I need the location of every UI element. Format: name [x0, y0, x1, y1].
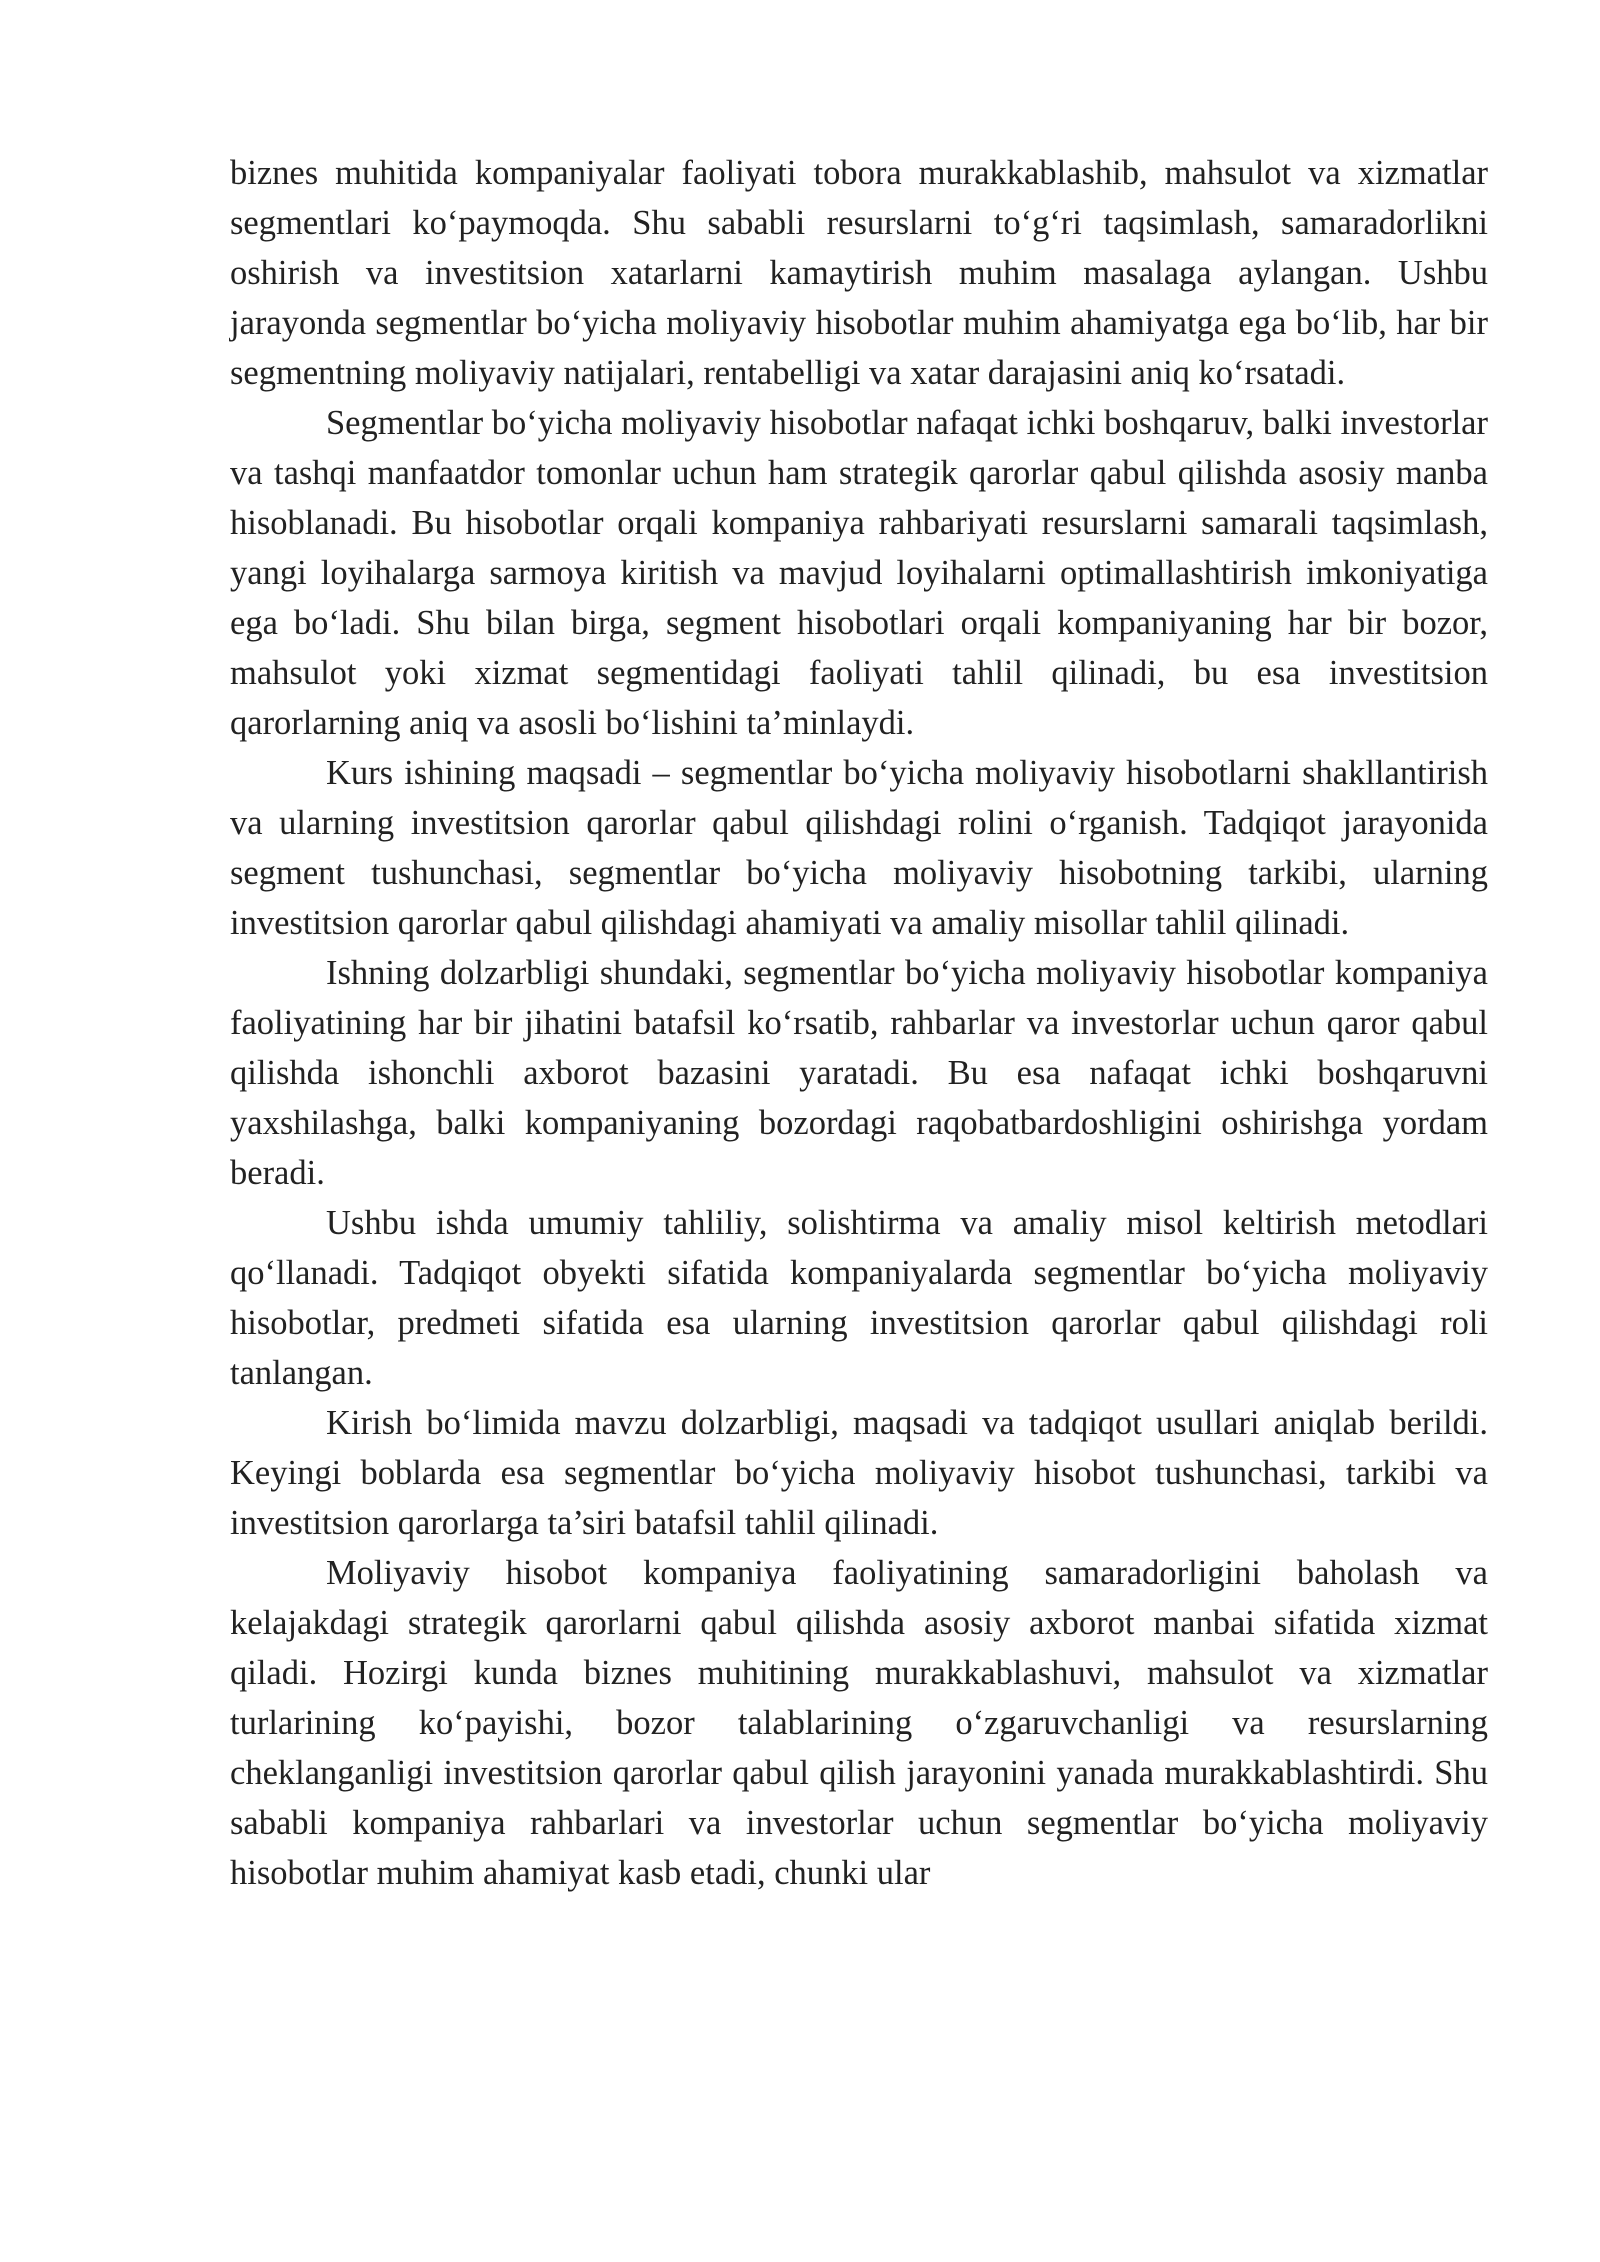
paragraph-4: Ishning dolzarbligi shundaki, segmentlar boʻyicha moliyaviy hisobotlar kompaniya faoliyatining har bir jihatini batafsil koʻrsatib, rahbarlar va investorlar uchun qaror qabul qilishda ishonchli axborot bazasini yaratadi. Bu esa nafaqat ichki boshqaruvni yaxshilashga, balki kompaniyaning bozordagi raqobatbardoshligini oshirishga yordam beradi. [230, 954, 1488, 1192]
document-body [230, 148, 1488, 1898]
paragraph-3: Kurs ishining maqsadi – segmentlar boʻyicha moliyaviy hisobotlarni shakllantirish va ularning investitsion qarorlar qabul qilishdagi rolini oʻrganish. Tadqiqot jarayonida segment tushunchasi, segmentlar boʻyicha moliyaviy hisobotning tarkibi, ularning investitsion qarorlar qabul qilishdagi ahamiyati va amaliy misollar tahlil qilinadi. [230, 754, 1488, 942]
paragraph-2: Segmentlar boʻyicha moliyaviy hisobotlar nafaqat ichki boshqaruv, balki investorlar va tashqi manfaatdor tomonlar uchun ham strategik qarorlar qabul qilishda asosiy manba hisoblanadi. Bu hisobotlar orqali kompaniya rahbariyati resurslarni samarali taqsimlash, yangi loyihalarga sarmoya kiritish va mavjud loyihalarni optimallashtirish imkoniyatiga ega boʻladi. Shu bilan birga, segment hisobotlari orqali kompaniyaning har bir bozor, mahsulot yoki xizmat segmentidagi faoliyati tahlil qilinadi, bu esa investitsion qarorlarning aniq va asosli boʻlishini ta’minlaydi. [230, 404, 1488, 742]
paragraph-6: Kirish boʻlimida mavzu dolzarbligi, maqsadi va tadqiqot usullari aniqlab berildi. Keyingi boblarda esa segmentlar boʻyicha moliyaviy hisobot tushunchasi, tarkibi va investitsion qarorlarga ta’siri batafsil tahlil qilinadi. [230, 1404, 1488, 1542]
paragraph-5: Ushbu ishda umumiy tahliliy, solishtirma va amaliy misol keltirish metodlari qoʻllanadi. Tadqiqot obyekti sifatida kompaniyalarda segmentlar boʻyicha moliyaviy hisobotlar, predmeti sifatida esa ularning investitsion qarorlar qabul qilishdagi roli tanlangan. [230, 1204, 1488, 1392]
paragraph-1: biznes muhitida kompaniyalar faoliyati tobora murakkablashib, mahsulot va xizmatlar segmentlari koʻpaymoqda. Shu sababli resurslarni toʻgʻri taqsimlash, samaradorlikni oshirish va investitsion xatarlarni kamaytirish muhim masalaga aylangan. Ushbu jarayonda segmentlar boʻyicha moliyaviy hisobotlar muhim ahamiyatga ega boʻlib, har bir segmentning moliyaviy natijalari, rentabelligi va xatar darajasini aniq koʻrsatadi. [230, 154, 1488, 392]
paragraph-7: Moliyaviy hisobot kompaniya faoliyatining samaradorligini baholash va kelajakdagi strategik qarorlarni qabul qilishda asosiy axborot manbai sifatida xizmat qiladi. Hozirgi kunda biznes muhitining murakkablashuvi, mahsulot va xizmatlar turlarining koʻpayishi, bozor talablarining oʻzgaruvchanligi va resurslarning cheklanganligi investitsion qarorlar qabul qilish jarayonini yanada murakkablashtirdi. Shu sababli kompaniya rahbarlari va investorlar uchun segmentlar boʻyicha moliyaviy hisobotlar muhim ahamiyat kasb etadi, chunki ular [230, 1554, 1488, 1892]
